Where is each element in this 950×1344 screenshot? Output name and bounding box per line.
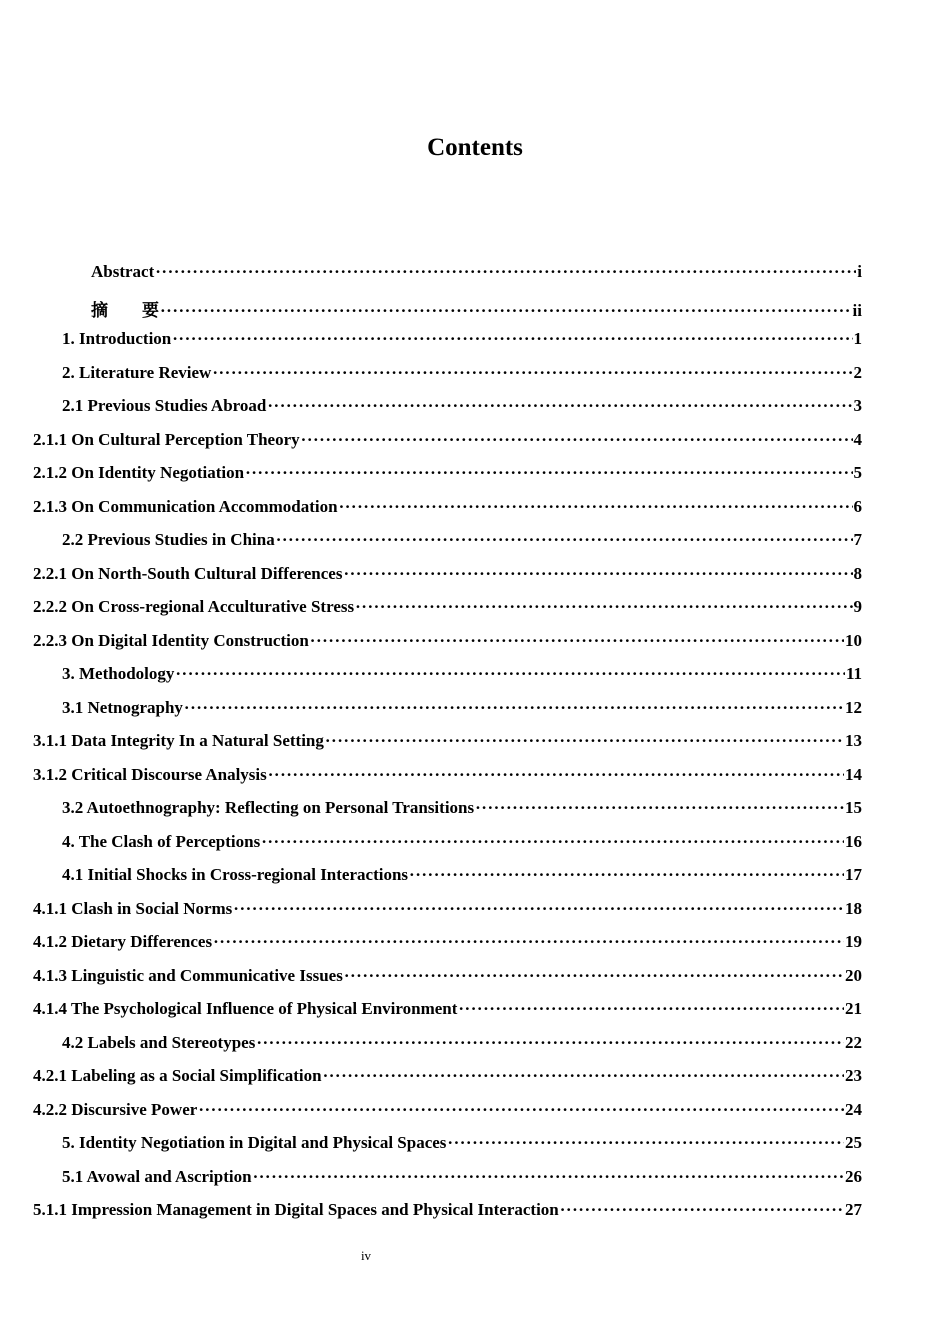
toc-entry-page: 21	[845, 999, 862, 1018]
dot-leader	[344, 966, 844, 986]
toc-entry-page: 3	[853, 396, 862, 415]
toc-entry-4-2-2[interactable]	[33, 1100, 862, 1133]
dot-leader	[323, 1066, 844, 1086]
dot-leader	[155, 262, 856, 282]
toc-entry-page: 9	[853, 597, 862, 616]
toc-entry-page: 20	[845, 965, 862, 985]
dot-leader	[276, 530, 853, 550]
toc-entry-label: 2.2 Previous Studies in China	[62, 530, 275, 549]
toc-entry-page: 24	[845, 1099, 862, 1119]
toc-entry-label: 4.1.3 Linguistic and Communicative Issues	[33, 965, 343, 985]
toc-entry-label: 5.1 Avowal and Ascription	[62, 1166, 252, 1186]
toc-entry-4[interactable]	[62, 832, 862, 865]
toc-entry-page: 7	[853, 530, 862, 549]
toc-entry-label: 3.2 Autoethnography: Reflecting on Personal Transitions	[62, 798, 475, 817]
toc-entry-page: 18	[845, 898, 862, 918]
dot-leader	[343, 564, 852, 584]
toc-entry-label: 3. Methodology	[62, 664, 175, 683]
toc-entry-4-1[interactable]	[62, 865, 862, 898]
toc-entry-label: 2. Literature Review	[62, 362, 212, 382]
toc-entry-label: 4.2.1 Labeling as a Social Simplification	[33, 1066, 322, 1085]
toc-entry-abstract[interactable]	[91, 262, 862, 295]
dot-leader	[267, 396, 852, 416]
dot-leader	[213, 932, 844, 952]
toc-entry-label: 3.1.2 Critical Discourse Analysis	[33, 764, 267, 784]
toc-entry-3-2[interactable]	[62, 798, 862, 831]
dot-leader	[409, 865, 844, 885]
toc-entry-page: 10	[845, 630, 862, 650]
dot-leader	[458, 999, 844, 1019]
dot-leader	[253, 1167, 844, 1187]
toc-entry-label: 2.1.1 On Cultural Perception Theory	[33, 429, 300, 449]
toc-entry-page: 15	[845, 798, 862, 817]
dot-leader	[268, 765, 844, 785]
toc-entry-page: ii	[852, 300, 862, 320]
dot-leader	[310, 631, 844, 651]
toc-entry-page: i	[857, 262, 862, 281]
toc-entry-label: 4.1.1 Clash in Social Norms	[33, 898, 233, 918]
toc-entry-page: 2	[853, 362, 862, 382]
toc-entry-label: 5.1.1 Impression Management in Digital Spaces and Physical Interaction	[33, 1200, 559, 1219]
toc-entry-label: 摘 要	[91, 300, 159, 320]
dot-leader	[339, 497, 853, 517]
dot-leader	[245, 463, 852, 483]
toc-entry-page: 4	[853, 429, 862, 449]
dot-leader	[256, 1033, 844, 1053]
toc-entry-page: 14	[845, 764, 862, 784]
toc-entry-4-2[interactable]	[62, 1033, 862, 1066]
toc-entry-label: 1. Introduction	[62, 329, 172, 348]
dot-leader	[261, 832, 844, 852]
toc-entry-label: 2.2.3 On Digital Identity Construction	[33, 630, 309, 650]
dot-leader	[355, 597, 852, 617]
toc-entry-1[interactable]	[62, 329, 862, 362]
toc-entry-label: 4.2.2 Discursive Power	[33, 1099, 198, 1119]
toc-entry-label: 3.1 Netnography	[62, 697, 183, 717]
toc-entry-page: 25	[845, 1133, 862, 1152]
dot-leader	[301, 430, 853, 450]
toc-entry-2-1-1[interactable]	[33, 430, 862, 463]
toc-entry-5-1-1[interactable]	[33, 1200, 862, 1233]
toc-entry-5[interactable]	[62, 1133, 862, 1166]
toc-entry-page: 19	[845, 932, 862, 951]
toc-entry-page: 5	[853, 463, 862, 482]
toc-entry-page: 27	[845, 1200, 862, 1219]
dot-leader	[560, 1200, 844, 1220]
dot-leader	[233, 899, 844, 919]
toc-entry-label: 4. The Clash of Perceptions	[62, 831, 261, 851]
dot-leader	[325, 731, 844, 751]
toc-entry-label: 2.2.1 On North-South Cultural Differences	[33, 563, 343, 583]
toc-entry-page: 8	[853, 563, 862, 583]
toc-entry-label: 2.2.2 On Cross-regional Acculturative Stress	[33, 597, 355, 616]
toc-entry-label: 3.1.1 Data Integrity In a Natural Setting	[33, 731, 324, 750]
toc-entry-page: 26	[845, 1166, 862, 1186]
toc-entry-4-1-1[interactable]	[33, 899, 862, 932]
toc-entry-2-2-2[interactable]	[33, 597, 862, 630]
dot-leader	[198, 1100, 844, 1120]
toc-entry-page: 1	[853, 329, 862, 348]
toc-entry-chinese-abstract[interactable]	[91, 296, 862, 329]
toc-entry-2-2[interactable]	[62, 530, 862, 563]
toc-entry-2-1[interactable]	[62, 396, 862, 429]
toc-entry-2-2-3[interactable]	[33, 631, 862, 664]
toc-entry-page: 13	[845, 731, 862, 750]
toc-entry-label: 2.1.2 On Identity Negotiation	[33, 463, 245, 482]
toc-entry-label: 4.1 Initial Shocks in Cross-regional Interactions	[62, 865, 409, 884]
dot-leader	[447, 1133, 844, 1153]
dot-leader	[175, 664, 845, 684]
toc-entry-label: 4.2 Labels and Stereotypes	[62, 1032, 256, 1052]
toc-entry-label: Abstract	[91, 262, 155, 281]
toc-entry-label: 2.1.3 On Communication Accommodation	[33, 496, 338, 516]
toc-entry-3[interactable]	[62, 664, 862, 697]
toc-entry-page: 22	[845, 1032, 862, 1052]
toc-entry-3-1-2[interactable]	[33, 765, 862, 798]
toc-entry-label: 2.1 Previous Studies Abroad	[62, 396, 267, 415]
dot-leader	[172, 329, 852, 349]
toc-entry-label: 4.1.2 Dietary Differences	[33, 932, 213, 951]
toc-entry-2-1-2[interactable]	[33, 463, 862, 496]
toc-entry-4-1-3[interactable]	[33, 966, 862, 999]
toc-entry-label: 5. Identity Negotiation in Digital and Physical Spaces	[62, 1133, 447, 1152]
page-title: Contents	[427, 134, 523, 161]
toc-entry-3-1-1[interactable]	[33, 731, 862, 764]
page-number-footer: iv	[360, 1248, 372, 1263]
toc-entry-page: 23	[845, 1066, 862, 1085]
toc-entry-page: 17	[845, 865, 862, 884]
toc-entry-page: 16	[845, 831, 862, 851]
toc-entry-page: 12	[845, 697, 862, 717]
toc-entry-2-2-1[interactable]	[33, 564, 862, 597]
toc-entry-label: 4.1.4 The Psychological Influence of Physical Environment	[33, 999, 458, 1018]
toc-entry-5-1[interactable]	[62, 1167, 862, 1200]
dot-leader	[160, 301, 852, 321]
dot-leader	[184, 698, 844, 718]
toc-entry-4-1-2[interactable]	[33, 932, 862, 965]
toc-entry-4-2-1[interactable]	[33, 1066, 862, 1099]
toc-entry-page: 6	[853, 496, 862, 516]
dot-leader	[212, 363, 852, 383]
dot-leader	[475, 798, 844, 818]
toc-entry-2-1-3[interactable]	[33, 497, 862, 530]
toc-entry-page: 11	[845, 664, 862, 683]
toc-entry-3-1[interactable]	[62, 698, 862, 731]
toc-entry-4-1-4[interactable]	[33, 999, 862, 1032]
toc-entry-2[interactable]	[62, 363, 862, 396]
